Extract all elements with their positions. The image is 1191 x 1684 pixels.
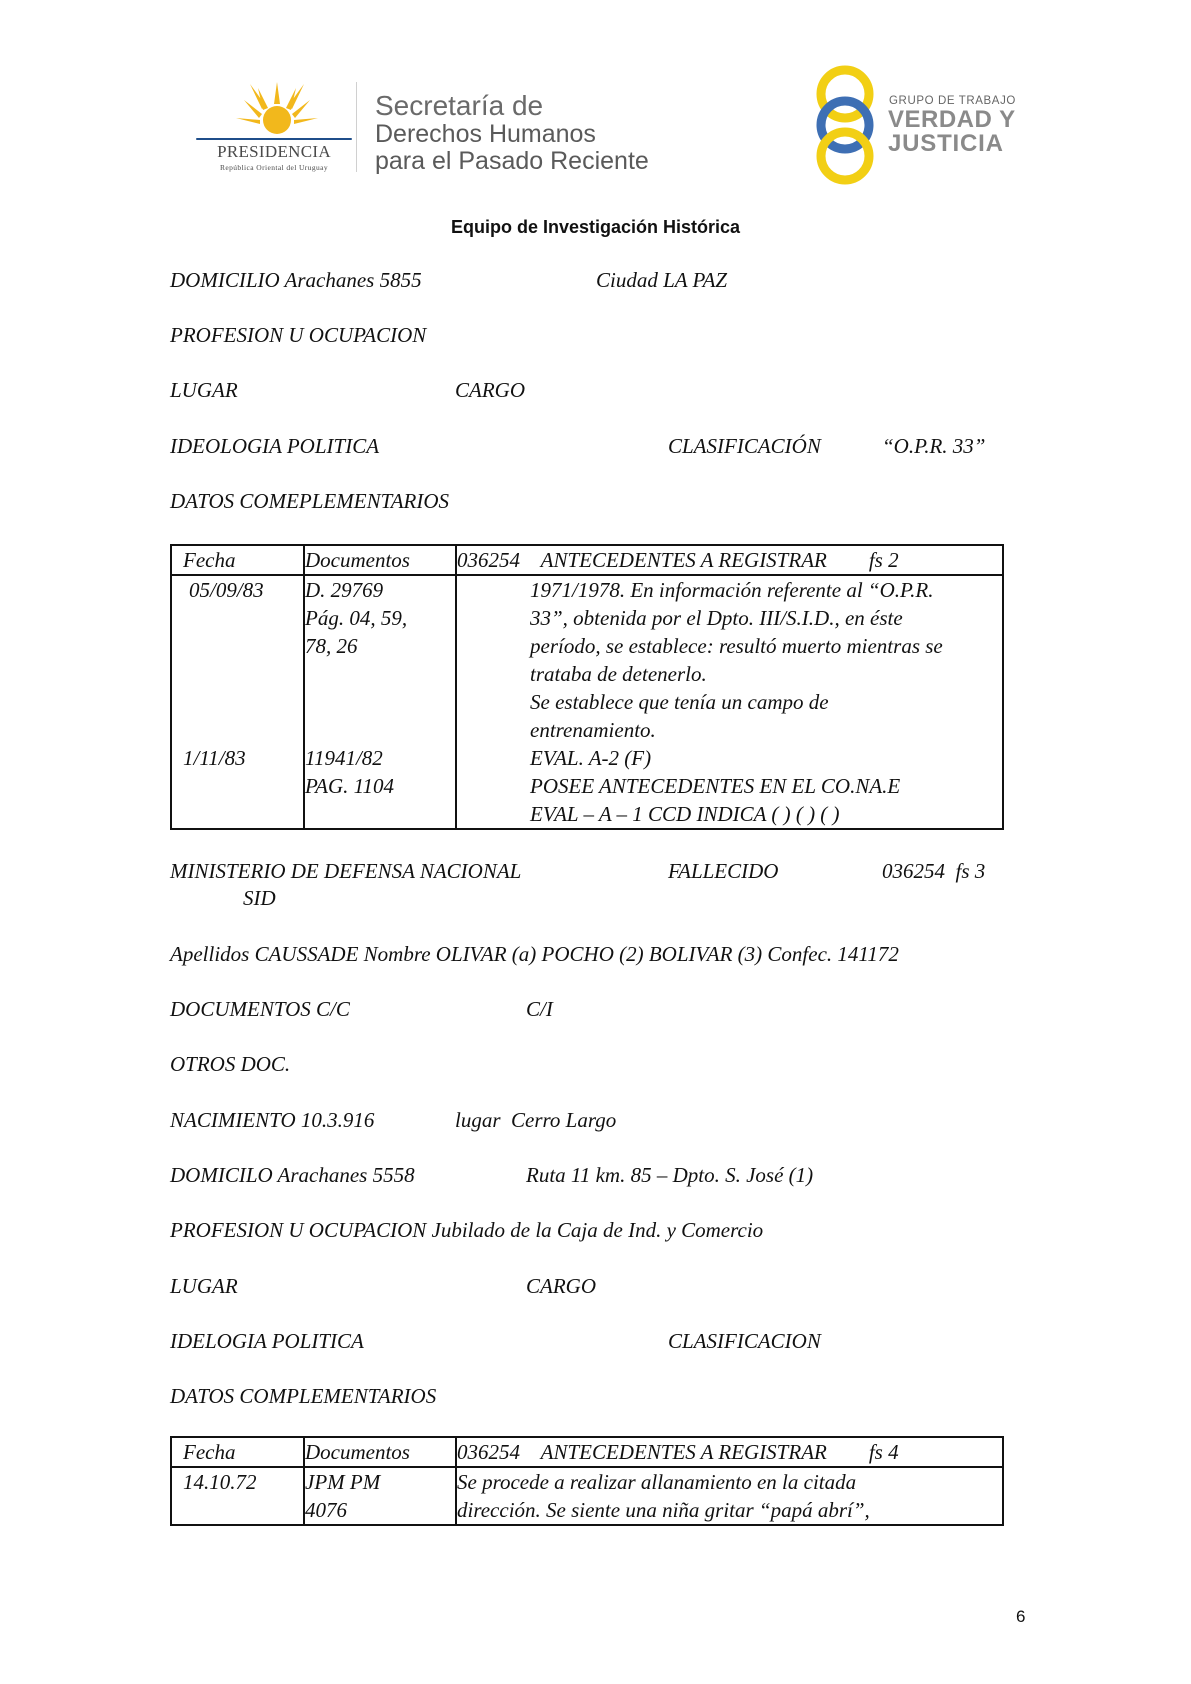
presidencia-label: PRESIDENCIA: [217, 142, 331, 161]
r1-antecedentes-table: [170, 544, 1004, 830]
r1-doc-line: Pág. 04, 59,: [305, 606, 408, 630]
r1-ant-line: 33”, obtenida por el Dpto. III/S.I.D., en éste: [530, 606, 903, 630]
r2-ruta: Ruta 11 km. 85 – Dpto. S. José (1): [526, 1163, 814, 1187]
col-fecha-header: Fecha: [171, 1437, 304, 1467]
r2-otros: OTROS DOC.: [170, 1052, 291, 1076]
r2-ant-line: Se procede a realizar allanamiento en la citada: [457, 1470, 857, 1494]
r2-lugar-nacimiento: lugar Cerro Largo: [455, 1108, 617, 1132]
grupo-small-label: GRUPO DE TRABAJO: [889, 95, 1016, 107]
r2-clasificacion: CLASIFICACION: [668, 1329, 821, 1353]
r1-clasificacion: CLASIFICACIÓN: [668, 434, 821, 458]
r2-doc-line: JPM PM: [305, 1470, 381, 1494]
presidencia-underline: [196, 138, 352, 140]
r1-ant-line: trataba de detenerlo.: [530, 662, 707, 686]
r1-fecha-line: [172, 688, 303, 716]
r1-ant-line: 1971/1978. En información referente al “O.P.R.: [530, 578, 934, 602]
r1-doc-line: 78, 26: [305, 634, 358, 658]
r1-ant-line: EVAL. A-2 (F): [530, 746, 652, 770]
r2-domicilio: DOMICILO Arachanes 5558: [170, 1163, 415, 1187]
r1-cargo: CARGO: [455, 378, 525, 402]
r2-datos: DATOS COMPLEMENTARIOS: [170, 1384, 437, 1408]
r1-lugar: LUGAR: [170, 378, 238, 402]
r2-ci: C/I: [526, 997, 553, 1021]
r2-apellidos: Apellidos CAUSSADE Nombre OLIVAR (a) POCHO (2) BOLIVAR (3) Confec. 141172: [170, 942, 899, 966]
r2-profesion: PROFESION U OCUPACION Jubilado de la Caja de Ind. y Comercio: [170, 1218, 764, 1242]
r2-lugar: LUGAR: [170, 1274, 238, 1298]
r1-ant-line: EVAL – A – 1 CCD INDICA ( ) ( ) ( ): [530, 802, 840, 826]
col-antecedentes-header: 036254 ANTECEDENTES A REGISTRAR fs 2: [456, 545, 1003, 575]
r1-doc-line: 11941/82: [305, 746, 383, 770]
r1-domicilio: DOMICILIO Arachanes 5855: [170, 268, 422, 292]
r2-fecha-cell: [171, 1467, 304, 1525]
r1-ant-line: período, se establece: resultó muerto mientras se: [530, 634, 943, 658]
r1-doc-line: [305, 660, 455, 688]
r1-clasificacion-value: “O.P.R. 33”: [882, 434, 986, 458]
r1-doc-cell: [304, 575, 456, 829]
r2-fecha-line: 14.10.72: [183, 1470, 257, 1494]
logo-divider: [356, 82, 357, 172]
sun-emblem-icon: [236, 82, 318, 140]
r2-cargo: CARGO: [526, 1274, 596, 1298]
r1-fecha-line: [172, 632, 303, 660]
secretaria-line-1: Secretaría de: [375, 90, 544, 121]
col-documentos-header: Documentos: [304, 545, 456, 575]
r1-doc-line: PAG. 1104: [305, 774, 395, 798]
r1-ant-line: entrenamiento.: [530, 718, 656, 742]
ministerio-ref: 036254 fs 3: [882, 859, 986, 883]
r1-fecha-line: 1/11/83: [183, 746, 246, 770]
r1-ant-line: POSEE ANTECEDENTES EN EL CO.NA.E: [530, 774, 901, 798]
verdad-justicia-rings-icon: [805, 62, 897, 188]
r2-doc-line: 4076: [305, 1498, 347, 1522]
r1-datos: DATOS COMEPLEMENTARIOS: [170, 489, 450, 513]
r2-doc-cell: [304, 1467, 456, 1525]
presidencia-subtitle: República Oriental del Uruguay: [219, 163, 328, 172]
r1-ant-line: Se establece que tenía un campo de: [530, 690, 829, 714]
page-number: 6: [1016, 1607, 1026, 1626]
r1-antecedentes-cell: [456, 575, 1003, 829]
r1-fecha-line: [172, 716, 303, 744]
table-header-row: [171, 1437, 1003, 1467]
r1-ciudad: Ciudad LA PAZ: [596, 268, 728, 292]
ministerio-fallecido: FALLECIDO: [668, 859, 779, 883]
r1-doc-line: [305, 688, 455, 716]
col-fecha-header: Fecha: [171, 545, 304, 575]
table-row: [171, 1467, 1003, 1525]
team-title: Equipo de Investigación Histórica: [450, 217, 741, 237]
r2-nacimiento: NACIMIENTO 10.3.916: [170, 1108, 375, 1132]
r2-ant-line: dirección. Se siente una niña gritar “papá abrí”,: [457, 1498, 870, 1522]
r2-documentos: DOCUMENTOS C/C: [170, 997, 350, 1021]
ministerio-name: MINISTERIO DE DEFENSA NACIONAL: [170, 859, 522, 883]
secretaria-line-3: para el Pasado Reciente: [375, 147, 649, 175]
grupo-title-line-2: JUSTICIA: [888, 130, 1004, 157]
table-row: [171, 575, 1003, 829]
r1-fecha-line: [172, 660, 303, 688]
r1-fecha-line: 05/09/83: [189, 578, 264, 602]
ministerio-sid: SID: [243, 886, 276, 910]
r1-profesion: PROFESION U OCUPACION: [170, 323, 427, 347]
col-antecedentes-header: 036254 ANTECEDENTES A REGISTRAR fs 4: [456, 1437, 1003, 1467]
r2-antecedentes-cell: [456, 1467, 1003, 1525]
r2-antecedentes-table: [170, 1436, 1004, 1526]
r1-doc-line: D. 29769: [305, 578, 384, 602]
r1-fecha-cell: [171, 575, 304, 829]
r1-fecha-line: [172, 604, 303, 632]
col-documentos-header: Documentos: [304, 1437, 456, 1467]
secretaria-line-2: Derechos Humanos: [375, 120, 596, 148]
table-header-row: [171, 545, 1003, 575]
grupo-title-line-1: VERDAD Y: [888, 106, 1016, 133]
r1-doc-line: [305, 716, 455, 744]
r2-ideologia: IDELOGIA POLITICA: [170, 1329, 364, 1353]
r1-ideologia: IDEOLOGIA POLITICA: [170, 434, 380, 458]
